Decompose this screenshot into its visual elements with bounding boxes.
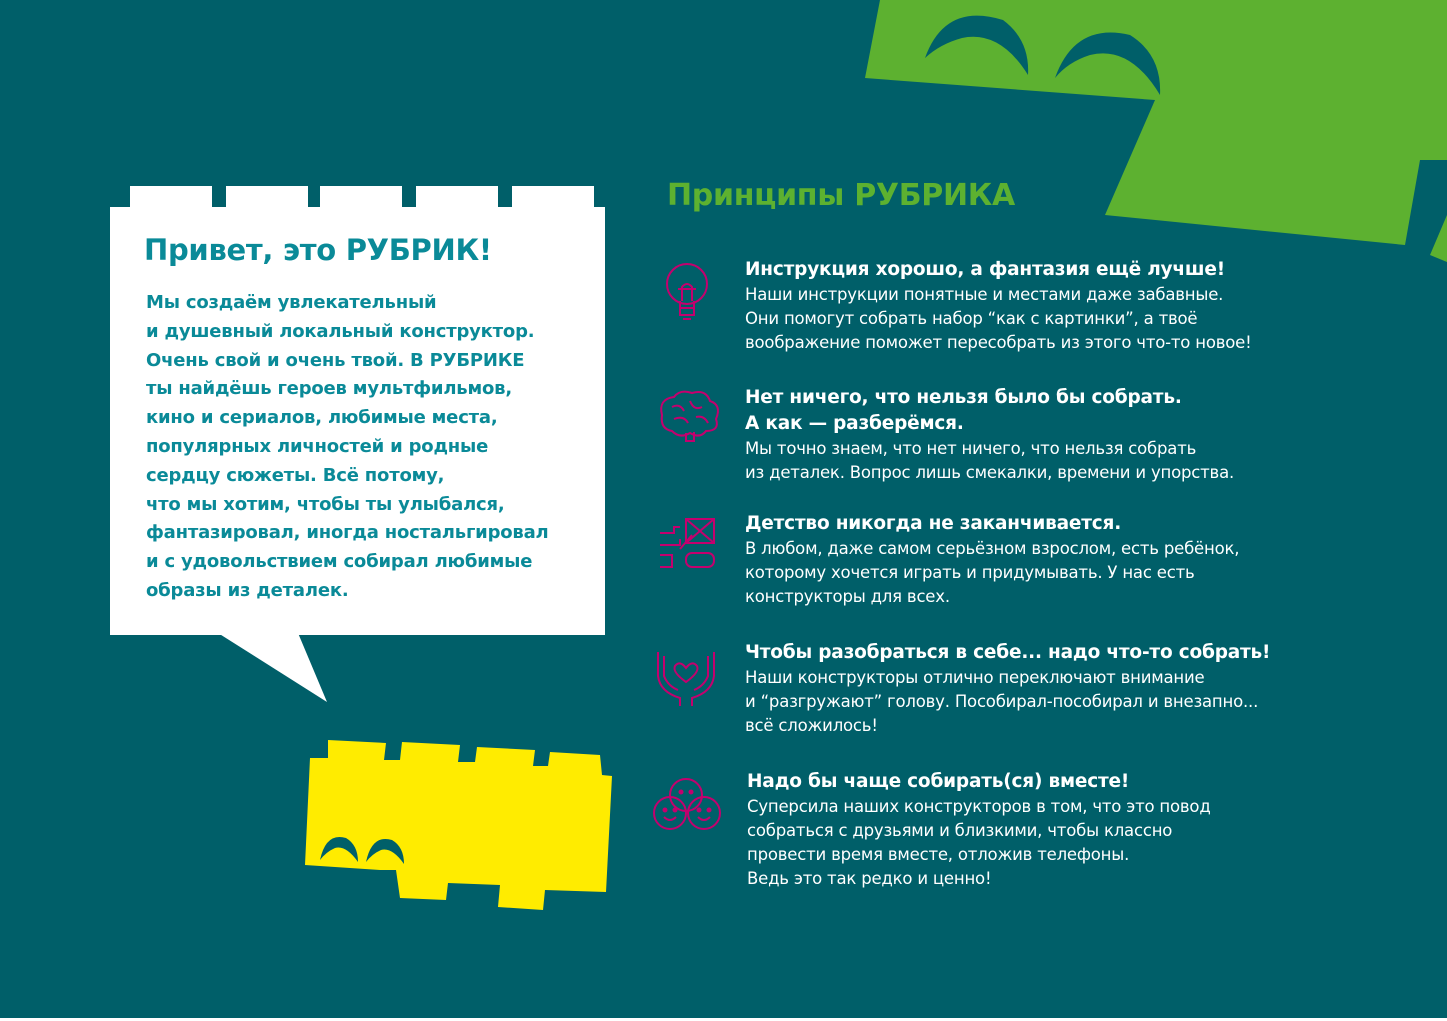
principle-body: Суперсила наших конструкторов в том, что это повод собраться с друзьями и близкими, чтобы классно провести время вместе, отложив телефоны. Ведь это так редко и ценно! [747,797,1211,888]
principle-heading: Надо бы чаще собирать(ся) вместе! [747,771,1130,792]
hands-heart-icon [650,646,730,716]
drawing-icon [650,515,730,585]
principle-heading: Нет ничего, что нельзя было бы собрать. А как — разберёмся. [745,387,1182,434]
brain-icon [650,385,730,455]
principle-heading: Чтобы разобраться в себе... надо что-то собрать! [745,642,1271,663]
principle-heading: Детство никогда не заканчивается. [745,513,1122,534]
smiley-faces-icon [650,775,730,845]
intro-title: Привет, это РУБРИК! [144,233,492,267]
principles-title: Принципы РУБРИКА [667,178,1015,213]
green-brick-shape [865,0,1447,262]
intro-text: Мы создаём увлекательный и душевный локальный конструктор. Очень свой и очень твой. В РУБРИКЕ ты найдёшь героев мультфильмов, кино и сериалов, любимые места, популярных личностей и родные сердцу сюжеты. Всё потому, что мы хотим, чтобы ты улыбался, фантазировал, иногда ностальгировал и с удовольствием собирал любимые образы из деталек. [146,292,549,601]
principle-body: Наши инструкции понятные и местами даже забавные. Они помогут собрать набор “как с картинки”, а твоё воображение поможет пересобрать из этого что-то новое! [745,285,1252,352]
principle-body: Наши конструкторы отлично переключают внимание и “разгружают” голову. Пособирал-пособирал и внезапно... всё сложилось! [745,668,1259,735]
lightbulb-icon [650,259,730,329]
principle-heading: Инструкция хорошо, а фантазия ещё лучше! [745,259,1225,280]
principle-body: Мы точно знаем, что нет ничего, что нельзя собрать из деталек. Вопрос лишь смекалки, времени и упорства. [745,439,1235,482]
intro-speech-bubble [110,207,605,635]
principle-body: В любом, даже самом серьёзном взрослом, есть ребёнок, которому хочется играть и придумывать. У нас есть конструкторы для всех. [745,539,1240,606]
yellow-brick-shape [305,740,612,910]
